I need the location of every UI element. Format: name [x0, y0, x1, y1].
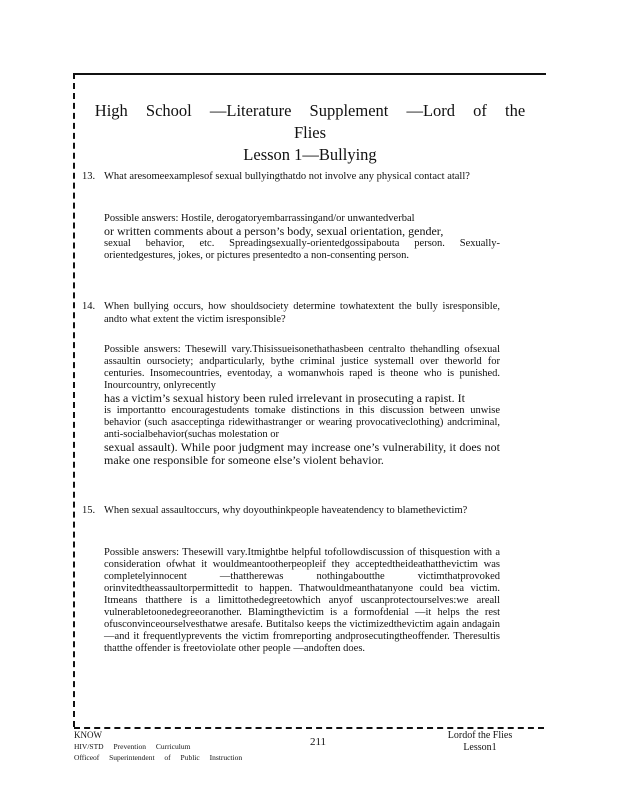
question-number: 15.	[82, 505, 96, 516]
footer-program: HIV/STD Prevention Curriculum	[74, 742, 191, 751]
answer-15	[104, 547, 500, 655]
answer-part: has a victim’s sexual history been ruled irrelevant in prosecuting a rapist. It	[104, 391, 465, 405]
footer-book: Lordof the Flies	[447, 730, 513, 741]
answer-part: or written comments about a person’s body, sexual orientation, gender,	[104, 224, 444, 238]
question-text: When sexual assaultoccurs, why doyouthinkpeople haveatendency to blamethevictim?	[104, 505, 468, 516]
footer-left	[74, 730, 242, 763]
footer-office: Officeof Superintendent of Public Instruction	[74, 753, 243, 762]
page-title	[74, 100, 546, 166]
bottom-dashed-rule	[74, 727, 544, 729]
answer-part: sexual behavior, etc. Spreadingsexually-orientedgossipabouta person. Sexually-orientedgestures, jokes, or pictures presentedto a non-consenting person.	[104, 238, 500, 261]
answer-13	[104, 213, 500, 262]
answer-part: Possible answers: Thesewill vary.Itmightbe helpful tofollowdiscussion of thisquestion with a consideration ofwhat it wouldmeantootherpeopleif they acceptedtheideathatthevictim was completelyinnocent —thattherewas nothingaboutthe victimthatprovoked orinvitedtheassaultorpermittedit to happen. Thatwouldmeanthatanyone could bea victim. Itmeans thatthere is a limittothedegreetowhich anyof uscanprotectourselves:we areall vulnerabletoonedegreeoranother. Blamingthevictim is a formofdenial —it helps the rest ofusconvinceourselvesthatwe aresafe. Butitalso keeps the victimizedthevictim again andagain —and it frequentlyprevents the victim fromreporting andprosecutingtheoffender. Theresultis thatthe offender is freetoviolate other people —andoften does.	[104, 547, 500, 654]
title-line-2: Lesson 1—Bullying	[243, 145, 377, 164]
answer-part: sexual assault). While poor judgment may increase one’s vulnerability, it does not make one responsible for someone else’s violent behavior.	[104, 440, 500, 467]
question-number: 14.	[82, 301, 96, 312]
question-number: 13.	[82, 171, 96, 182]
answer-part: is importantto encouragestudents tomake distinctions in this discussion between unwise behavior (such asacceptinga ridewithastranger or wearing provocativeclothing) andcriminal, anti-socialbehavior(suchas molestation or	[104, 405, 500, 440]
top-rule	[74, 73, 546, 75]
left-dashed-rule	[73, 73, 75, 727]
title-line-1: High School —Literature Supplement —Lord of the Flies	[94, 101, 526, 142]
footer-org: KNOW	[74, 730, 102, 740]
footer-lesson: Lesson1	[463, 742, 497, 753]
question-text: What aresomeexamplesof sexual bullyingthatdo not involve any physical contact atall?	[104, 171, 470, 182]
question-text: When bullying occurs, how shouldsociety determine towhatextent the bully isresponsible, andto what extent the victim isresponsible?	[104, 301, 500, 325]
answer-14	[104, 344, 500, 467]
answer-part: Possible answers: Hostile, derogatoryembarrassingand/or unwantedverbal	[104, 213, 415, 224]
footer-right	[430, 730, 530, 754]
answer-part: Possible answers: Thesewill vary.Thisissueisonethathasbeen centralto thehandling ofsexual assaultin oursociety; andparticularly, bythe criminal justice systemall over theworld for centuries. Insomecountries, eventoday, a womanwhois raped is theone who is punished. Inourcountry, onlyrecently	[104, 344, 500, 391]
page-number: 211	[309, 736, 327, 748]
